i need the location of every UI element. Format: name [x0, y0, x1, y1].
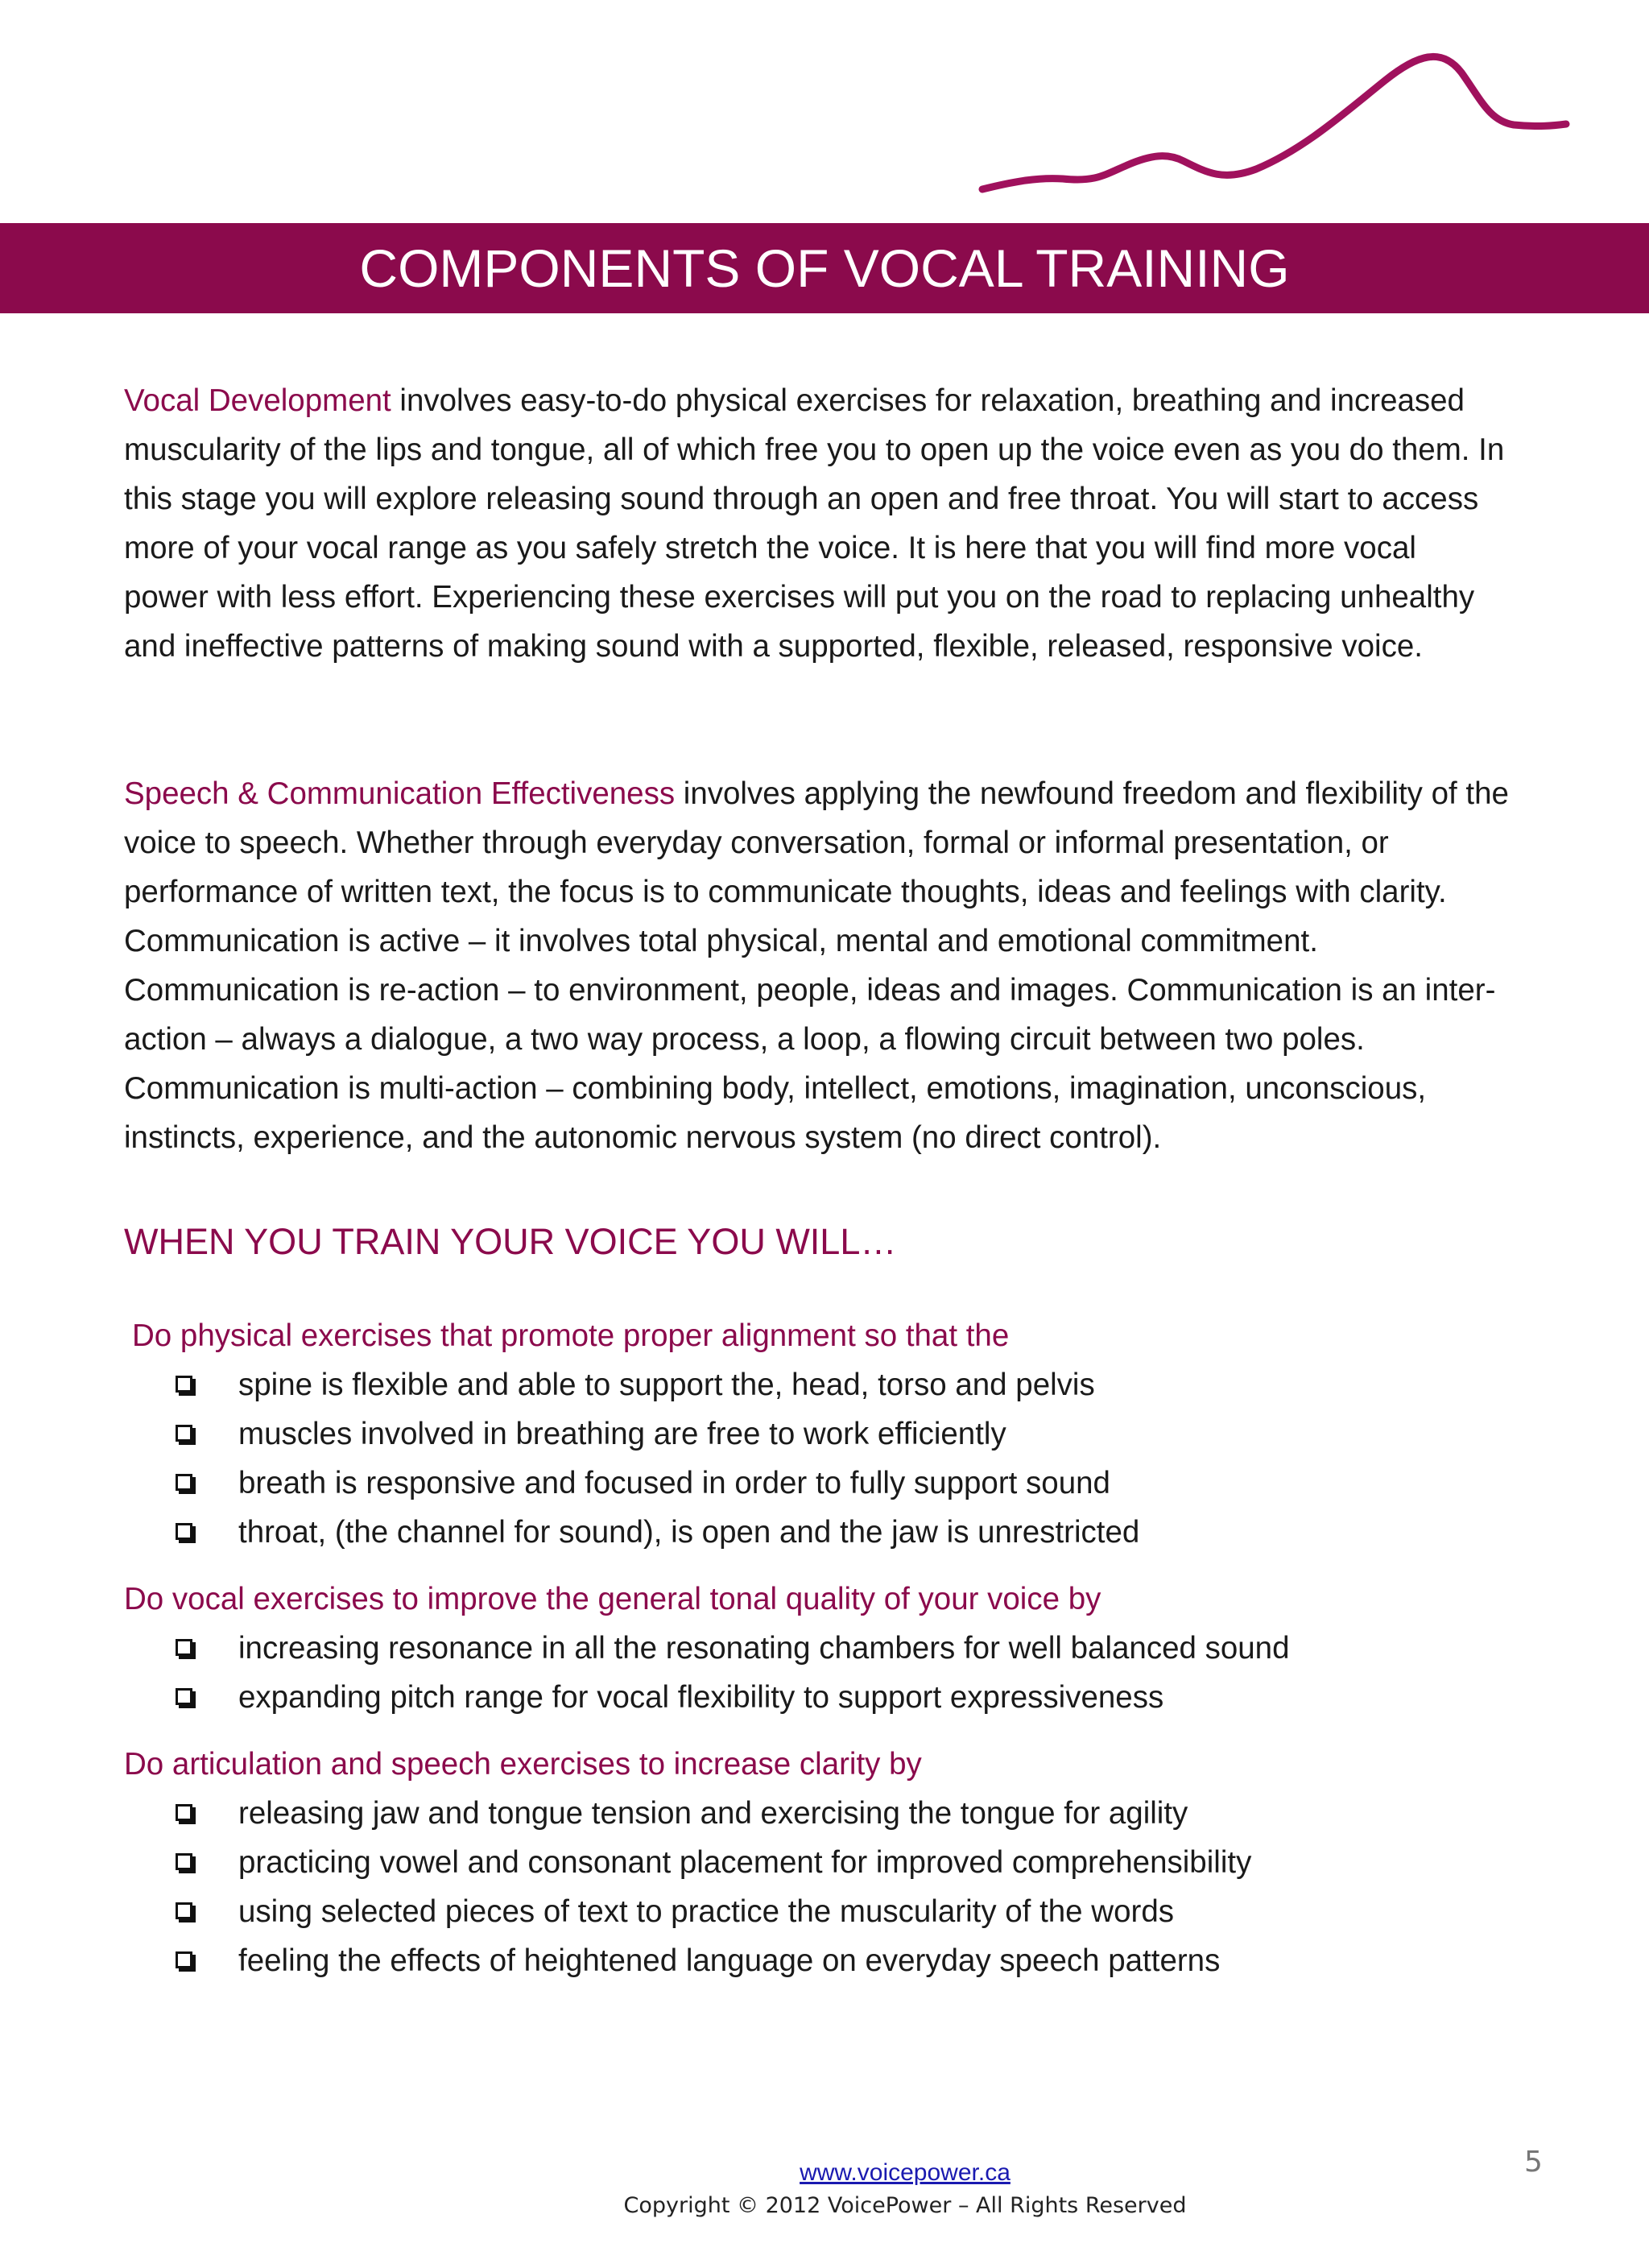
- speech-communication-term: Speech & Communication Effectiveness: [124, 776, 676, 811]
- checkbox-icon: [176, 1804, 192, 1821]
- checkbox-icon: [176, 1951, 192, 1968]
- list-item: [176, 1838, 1544, 1887]
- list-item-text: using selected pieces of text to practice the muscularity of the words: [238, 1894, 1174, 1929]
- list-item: [176, 1887, 1544, 1936]
- checkbox-icon: [176, 1474, 192, 1491]
- list-item-text: throat, (the channel for sound), is open and the jaw is unrestricted: [238, 1515, 1140, 1550]
- list-item: [176, 1673, 1544, 1722]
- copyright-notice: Copyright © 2012 VoicePower – All Rights Reserved: [623, 2193, 1187, 2218]
- vocal-development-text: involves easy-to-do physical exercises for relaxation, breathing and increased muscularity of the lips and tongue, all of which free you to open up the voice even as you do them. In this stage you will explore releasing sound through an open and free throat. You will start to access more of your vocal range as you safely stretch the voice. It is here that you will find more vocal power with less effort. Experiencing these exercises will put you on the road to replacing unhealthy and ineffective patterns of making sound with a supported, flexible, released, responsive voice.: [124, 383, 1505, 664]
- group-title-articulation: Do articulation and speech exercises to increase clarity by: [124, 1747, 922, 1782]
- list-item-text: muscles involved in breathing are free to work efficiently: [238, 1417, 1006, 1451]
- website-link[interactable]: www.voicepower.ca: [800, 2159, 1010, 2186]
- checklist-articulation: [176, 1789, 1544, 1985]
- list-item-text: feeling the effects of heightened language on everyday speech patterns: [238, 1943, 1221, 1978]
- checkbox-icon: [176, 1639, 192, 1656]
- checkbox-icon: [176, 1425, 192, 1442]
- title-banner: [0, 223, 1649, 313]
- list-item-text: practicing vowel and consonant placement for improved comprehensibility: [238, 1845, 1252, 1880]
- list-item-text: spine is flexible and able to support the, head, torso and pelvis: [238, 1368, 1095, 1402]
- page-number: 5: [1524, 2146, 1543, 2179]
- decorative-wave-graphic: [966, 40, 1578, 209]
- list-item: [176, 1409, 1544, 1459]
- section-heading: WHEN YOU TRAIN YOUR VOICE YOU WILL…: [124, 1221, 897, 1262]
- list-item: [176, 1459, 1544, 1508]
- checkbox-icon: [176, 1902, 192, 1919]
- vocal-development-paragraph: [124, 376, 1509, 671]
- list-item: [176, 1624, 1544, 1673]
- speech-communication-text: involves applying the newfound freedom and flexibility of the voice to speech. Whether through everyday conversation, formal or informal presentation, or performance of written text, the focus is to communicate thoughts, ideas and feelings with clarity. Communication is active – it involves total physical, mental and emotional commitment. Communication is re-action – to environment, people, ideas and images. Communication is an inter-action – always a dialogue, a two way process, a loop, a flowing circuit between two poles. Communication is multi-action – combining body, intellect, emotions, imagination, unconscious, instincts, experience, and the autonomic nervous system (no direct control).: [124, 776, 1509, 1155]
- checklist-vocal: [176, 1624, 1544, 1722]
- speech-communication-paragraph: [124, 769, 1509, 1162]
- list-item-text: releasing jaw and tongue tension and exercising the tongue for agility: [238, 1796, 1188, 1831]
- checkbox-icon: [176, 1376, 192, 1393]
- list-item: [176, 1508, 1544, 1557]
- checkbox-icon: [176, 1853, 192, 1870]
- list-item-text: increasing resonance in all the resonating chambers for well balanced sound: [238, 1631, 1290, 1666]
- checkbox-icon: [176, 1523, 192, 1540]
- list-item: [176, 1360, 1544, 1409]
- group-title-physical: Do physical exercises that promote proper alignment so that the: [132, 1318, 1010, 1353]
- list-item: [176, 1789, 1544, 1838]
- list-item: [176, 1936, 1544, 1985]
- list-item-text: breath is responsive and focused in order to fully support sound: [238, 1466, 1110, 1500]
- group-title-vocal: Do vocal exercises to improve the general tonal quality of your voice by: [124, 1582, 1101, 1616]
- page-title: COMPONENTS OF VOCAL TRAINING: [359, 238, 1290, 298]
- list-item-text: expanding pitch range for vocal flexibility to support expressiveness: [238, 1680, 1164, 1715]
- checkbox-icon: [176, 1688, 192, 1705]
- vocal-development-term: Vocal Development: [124, 383, 391, 418]
- checklist-physical: [176, 1360, 1544, 1557]
